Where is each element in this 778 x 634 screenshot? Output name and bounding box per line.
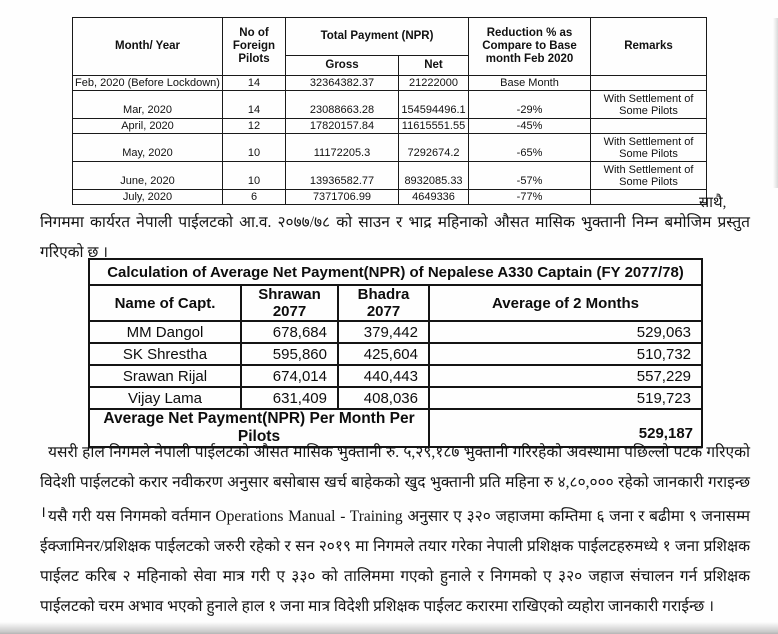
shrawan-value-cell: 631,409 bbox=[241, 387, 338, 409]
bhadra-value-cell: 379,442 bbox=[338, 321, 429, 343]
month-cell: July, 2020 bbox=[73, 190, 223, 205]
net-cell: 8932085.33 bbox=[399, 162, 469, 190]
pilots-cell: 10 bbox=[223, 134, 286, 162]
table-row bbox=[73, 91, 707, 119]
reduction-cell: -77% bbox=[469, 190, 591, 205]
average-value-cell: 557,229 bbox=[429, 365, 702, 387]
table-row bbox=[73, 76, 707, 91]
gross-cell: 32364382.37 bbox=[286, 76, 399, 91]
net-cell: 7292674.2 bbox=[399, 134, 469, 162]
month-cell: Mar, 2020 bbox=[73, 91, 223, 119]
bhadra-value-cell: 408,036 bbox=[338, 387, 429, 409]
remarks-cell: With Settlement of Some Pilots bbox=[591, 134, 707, 162]
captain-name-cell: SK Shrestha bbox=[89, 343, 241, 365]
captain-table-header bbox=[89, 259, 702, 321]
table-row bbox=[73, 134, 707, 162]
training-paragraph: यसै गरी यस निगमको वर्तमान Operations Manual - Training अनुसार ए ३२० जहाजमा कम्तिमा ६ जना र बढीमा ९ जनासम्म ईक्जामिनर/प्रशिक्षक पाईलटको जरुरी रहेको र सन २०१९ मा निगमले तयार गरेका नेपाली प्रशिक्षक पाईलटहरुमध्ये १ जना प्रशिक्षक पाईलट करिब २ महिनाको सेवा मात्र गरी ए ३३० को तालिममा गएको हुनाले र निगमको ए ३२० जहाज संचालन गर्न प्रशिक्षक पाईलटको चरम अभाव भएको हुनाले हाल १ जना मात्र विदेशी प्रशिक्षक पाईलट करारमा राखिएको व्यहोरा जानकारी गराईन्छ । bbox=[40, 508, 750, 615]
col-header-bhadra-2077: Bhadra 2077 bbox=[338, 285, 429, 321]
gross-cell: 17820157.84 bbox=[286, 119, 399, 134]
shrawan-value-cell: 674,014 bbox=[241, 365, 338, 387]
remarks-cell bbox=[591, 190, 707, 205]
gross-cell: 23088663.28 bbox=[286, 91, 399, 119]
scan-edge-shadow bbox=[0, 622, 778, 634]
reduction-cell: -45% bbox=[469, 119, 591, 134]
table-row bbox=[73, 162, 707, 190]
captain-name-cell: Srawan Rijal bbox=[89, 365, 241, 387]
reduction-cell: -29% bbox=[469, 91, 591, 119]
col-header-gross: Gross bbox=[286, 56, 399, 76]
table-row bbox=[73, 190, 707, 205]
table-row bbox=[89, 365, 702, 387]
table-row bbox=[89, 321, 702, 343]
reduction-cell: -65% bbox=[469, 134, 591, 162]
col-header-captain-name: Name of Capt. bbox=[89, 285, 241, 321]
foreign-pilots-payment-table bbox=[72, 17, 707, 205]
table-row bbox=[89, 343, 702, 365]
pilots-cell: 10 bbox=[223, 162, 286, 190]
average-value-cell: 510,732 bbox=[429, 343, 702, 365]
net-cell: 11615551.55 bbox=[399, 119, 469, 134]
continuation-word: साथै, bbox=[699, 195, 727, 211]
gross-cell: 7371706.99 bbox=[286, 190, 399, 205]
average-value-cell: 519,723 bbox=[429, 387, 702, 409]
captain-name-cell: Vijay Lama bbox=[89, 387, 241, 409]
payment-table-header bbox=[73, 18, 707, 76]
net-cell: 21222000 bbox=[399, 76, 469, 91]
col-header-net: Net bbox=[399, 56, 469, 76]
gross-cell: 11172205.3 bbox=[286, 134, 399, 162]
col-header-total-payment: Total Payment (NPR) bbox=[286, 18, 469, 56]
pilots-cell: 12 bbox=[223, 119, 286, 134]
scan-edge-artifact bbox=[773, 18, 778, 188]
gross-cell: 13936582.77 bbox=[286, 162, 399, 190]
remarks-cell bbox=[591, 76, 707, 91]
bhadra-value-cell: 440,443 bbox=[338, 365, 429, 387]
col-header-reduction: Reduction % as Compare to Base month Feb 2020 bbox=[469, 18, 591, 76]
table-row bbox=[73, 119, 707, 134]
footer-average-value: 529,187 bbox=[429, 409, 702, 447]
month-cell: Feb, 2020 (Before Lockdown) bbox=[73, 76, 223, 91]
month-cell: April, 2020 bbox=[73, 119, 223, 134]
col-header-foreign-pilots: No of Foreign Pilots bbox=[223, 18, 286, 76]
remarks-cell bbox=[591, 119, 707, 134]
average-payment-paragraph: यसरी हाल निगमले नेपाली पाईलटको औसत मासिक भुक्तानी रु. ५,२९,१८७ भुक्तानी गरिरहेको अवस्थामा पछिल्लो पटक गरिएको विदेशी पाईलटको करार नवीकरण अनुसार बसोबास खर्च बाहेकको खुद भुक्तानी प्रति महिना रु ४,८०,००० रहेको जानकारी गराइन्छ । bbox=[40, 444, 750, 521]
month-cell: May, 2020 bbox=[73, 134, 223, 162]
net-cell: 4649336 bbox=[399, 190, 469, 205]
reduction-cell: Base Month bbox=[469, 76, 591, 91]
footer-average-label: Average Net Payment(NPR) Per Month Per Pilots bbox=[89, 409, 429, 447]
reduction-cell: -57% bbox=[469, 162, 591, 190]
net-cell: 154594496.1 bbox=[399, 91, 469, 119]
table-row bbox=[89, 387, 702, 409]
col-header-shrawan-2077: Shrawan 2077 bbox=[241, 285, 338, 321]
pilots-cell: 14 bbox=[223, 76, 286, 91]
shrawan-value-cell: 595,860 bbox=[241, 343, 338, 365]
intro-paragraph: निगममा कार्यरत नेपाली पाईलटको आ.व. २०७७/७८ को साउन र भाद्र महिनाको औसत मासिक भुक्तानी निम्न बमोजिम प्रस्तुत गरिएको छ । bbox=[40, 214, 750, 261]
remarks-cell: With Settlement of Some Pilots bbox=[591, 162, 707, 190]
captain-table-title: Calculation of Average Net Payment(NPR) of Nepalese A330 Captain (FY 2077/78) bbox=[89, 259, 702, 285]
captain-name-cell: MM Dangol bbox=[89, 321, 241, 343]
captain-average-payment-table bbox=[88, 258, 703, 448]
shrawan-value-cell: 678,684 bbox=[241, 321, 338, 343]
pilots-cell: 6 bbox=[223, 190, 286, 205]
pilots-cell: 14 bbox=[223, 91, 286, 119]
month-cell: June, 2020 bbox=[73, 162, 223, 190]
col-header-month-year: Month/ Year bbox=[73, 18, 223, 76]
col-header-remarks: Remarks bbox=[591, 18, 707, 76]
col-header-average-2-months: Average of 2 Months bbox=[429, 285, 702, 321]
payment-table-body bbox=[73, 76, 707, 205]
captain-table-body bbox=[89, 321, 702, 409]
average-value-cell: 529,063 bbox=[429, 321, 702, 343]
bhadra-value-cell: 425,604 bbox=[338, 343, 429, 365]
remarks-cell: With Settlement of Some Pilots bbox=[591, 91, 707, 119]
